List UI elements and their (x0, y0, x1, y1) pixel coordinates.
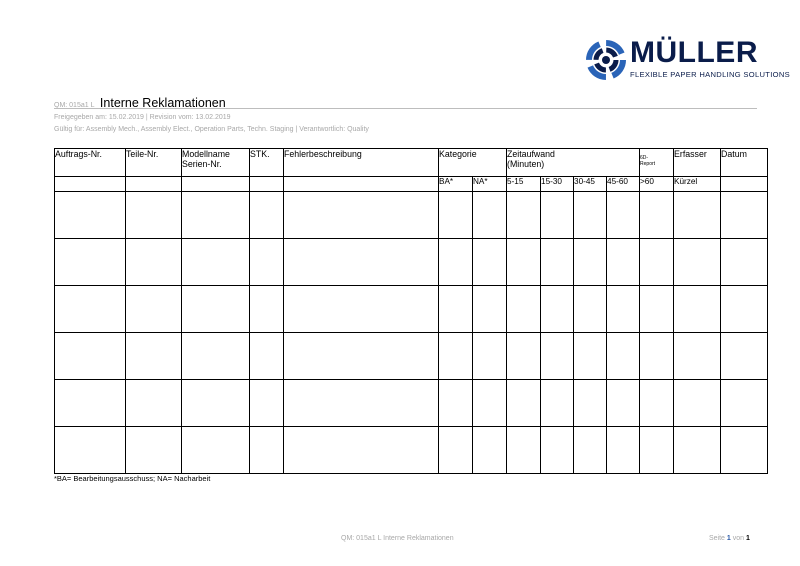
subheader-cell (250, 177, 284, 192)
table-cell[interactable] (284, 192, 439, 239)
table-cell[interactable] (182, 286, 250, 333)
table-cell[interactable] (607, 286, 640, 333)
table-cell[interactable] (250, 427, 284, 474)
header-minuten-label: (Minuten) (507, 159, 545, 169)
table-cell[interactable] (640, 427, 674, 474)
table-cell[interactable] (507, 192, 541, 239)
table-cell[interactable] (126, 380, 182, 427)
table-cell[interactable] (55, 380, 126, 427)
header-datum: Datum (721, 149, 768, 177)
brand-tagline: FLEXIBLE PAPER HANDLING SOLUTIONS (630, 70, 790, 79)
table-cell[interactable] (640, 192, 674, 239)
header-serien-nr-label: Serien-Nr. (182, 159, 222, 169)
header-auftrags-nr: Auftrags-Nr. (55, 149, 126, 177)
table-cell[interactable] (640, 333, 674, 380)
table-cell[interactable] (182, 333, 250, 380)
table-row (55, 380, 768, 427)
table-cell[interactable] (541, 427, 574, 474)
table-cell[interactable] (55, 427, 126, 474)
doc-code: QM: 015a1 L (54, 102, 95, 109)
table-cell[interactable] (284, 427, 439, 474)
table-cell[interactable] (473, 192, 507, 239)
table-row (55, 286, 768, 333)
subheader-ba: BA* (439, 177, 473, 192)
header-modellname (182, 149, 250, 177)
subheader-time-5-15: 5-15 (507, 177, 541, 192)
table-row (55, 239, 768, 286)
table-cell[interactable] (439, 286, 473, 333)
brand-name: MÜLLER (630, 36, 758, 69)
table-cell[interactable] (541, 286, 574, 333)
table-cell[interactable] (126, 427, 182, 474)
table-cell[interactable] (607, 192, 640, 239)
table-cell[interactable] (574, 427, 607, 474)
table-cell[interactable] (55, 192, 126, 239)
subheader-time-30-45: 30-45 (574, 177, 607, 192)
header-kategorie: Kategorie (439, 149, 507, 177)
table-subheader-row (55, 177, 768, 192)
table-cell[interactable] (284, 380, 439, 427)
table-cell[interactable] (640, 286, 674, 333)
title-divider (54, 108, 757, 109)
table-cell[interactable] (507, 333, 541, 380)
table-cell[interactable] (574, 192, 607, 239)
subheader-time-over-60: >60 (640, 177, 674, 192)
table-cell[interactable] (55, 286, 126, 333)
table-cell[interactable] (250, 380, 284, 427)
subheader-cell (284, 177, 439, 192)
table-cell[interactable] (541, 333, 574, 380)
table-cell[interactable] (55, 239, 126, 286)
subheader-cell (55, 177, 126, 192)
table-cell[interactable] (574, 239, 607, 286)
table-cell[interactable] (607, 333, 640, 380)
table-cell[interactable] (473, 239, 507, 286)
header-zeitaufwand (507, 149, 640, 177)
table-cell[interactable] (439, 192, 473, 239)
table-cell[interactable] (607, 380, 640, 427)
subheader-time-45-60: 45-60 (607, 177, 640, 192)
header-6d-label: 6D- (640, 155, 649, 161)
table-cell[interactable] (473, 380, 507, 427)
header-modellname-label: Modellname (182, 149, 230, 159)
table-cell[interactable] (284, 333, 439, 380)
footer-page-sep: von (732, 535, 745, 542)
table-cell[interactable] (439, 333, 473, 380)
table-cell[interactable] (674, 380, 721, 427)
table-cell[interactable] (541, 380, 574, 427)
table-cell[interactable] (721, 192, 768, 239)
table-cell[interactable] (721, 239, 768, 286)
footer-page-current: 1 (726, 535, 731, 542)
table-cell[interactable] (574, 286, 607, 333)
table-cell[interactable] (574, 333, 607, 380)
subheader-na: NA* (473, 177, 507, 192)
table-cell[interactable] (473, 333, 507, 380)
footer-page-total: 1 (746, 535, 750, 542)
table-cell[interactable] (126, 239, 182, 286)
footer-page-prefix: Seite (709, 535, 725, 542)
table-cell[interactable] (250, 333, 284, 380)
table-cell[interactable] (721, 333, 768, 380)
table-cell[interactable] (473, 286, 507, 333)
table-cell[interactable] (541, 192, 574, 239)
table-cell[interactable] (473, 427, 507, 474)
header-zeitaufwand-label: Zeitaufwand (507, 149, 555, 159)
table-cell[interactable] (574, 380, 607, 427)
header-stk: STK. (250, 149, 284, 177)
table-body (55, 192, 768, 474)
table-cell[interactable] (55, 333, 126, 380)
table-cell[interactable] (721, 286, 768, 333)
table-cell[interactable] (126, 286, 182, 333)
table-cell[interactable] (182, 427, 250, 474)
table-cell[interactable] (674, 286, 721, 333)
footer-document-name: QM: 015a1 L Interne Reklamationen (341, 535, 454, 542)
logo-emblem-icon (586, 40, 626, 80)
table-cell[interactable] (674, 333, 721, 380)
table-row (55, 427, 768, 474)
table-row (55, 192, 768, 239)
table-cell[interactable] (640, 239, 674, 286)
complaints-table (54, 148, 768, 474)
table-row (55, 333, 768, 380)
company-logo (586, 36, 790, 82)
table-cell[interactable] (126, 333, 182, 380)
table-cell[interactable] (674, 427, 721, 474)
table-cell[interactable] (674, 192, 721, 239)
subheader-kuerzel: Kürzel (674, 177, 721, 192)
table-cell[interactable] (640, 380, 674, 427)
table-header-row (55, 149, 768, 177)
header-teile-nr: Teile-Nr. (126, 149, 182, 177)
table-cell[interactable] (721, 427, 768, 474)
subheader-cell (126, 177, 182, 192)
header-fehlerbeschreibung: Fehlerbeschreibung (284, 149, 439, 177)
table-cell[interactable] (250, 239, 284, 286)
header-erfasser: Erfasser (674, 149, 721, 177)
table-cell[interactable] (507, 286, 541, 333)
table-cell[interactable] (284, 239, 439, 286)
header-6d-report (640, 149, 674, 177)
table-cell[interactable] (721, 380, 768, 427)
table-cell[interactable] (439, 380, 473, 427)
table-cell[interactable] (182, 239, 250, 286)
release-info: Freigegeben am: 15.02.2019 | Revision vom: 13.02.2019 (54, 114, 231, 121)
table-cell[interactable] (284, 286, 439, 333)
subheader-cell (182, 177, 250, 192)
table-cell[interactable] (607, 427, 640, 474)
table-cell[interactable] (182, 380, 250, 427)
table-cell[interactable] (250, 192, 284, 239)
page-title: Interne Reklamationen (99, 96, 226, 110)
table-cell[interactable] (250, 286, 284, 333)
table-cell[interactable] (607, 239, 640, 286)
table-cell[interactable] (507, 427, 541, 474)
footnote: *BA= Bearbeitungsausschuss; NA= Nacharbeit (54, 474, 211, 483)
document-title-line (54, 94, 226, 112)
table-cell[interactable] (439, 239, 473, 286)
table-cell[interactable] (182, 192, 250, 239)
table-cell[interactable] (126, 192, 182, 239)
table-cell[interactable] (507, 239, 541, 286)
subheader-time-15-30: 15-30 (541, 177, 574, 192)
footer-page-number (709, 535, 750, 542)
table-cell[interactable] (541, 239, 574, 286)
table-cell[interactable] (507, 380, 541, 427)
table-cell[interactable] (439, 427, 473, 474)
subheader-cell (721, 177, 768, 192)
table-cell[interactable] (674, 239, 721, 286)
validity-info: Gültig für: Assembly Mech., Assembly Elect., Operation Parts, Techn. Staging | Verantwortlich: Quality (54, 126, 369, 133)
header-report-label: Report (640, 161, 656, 167)
